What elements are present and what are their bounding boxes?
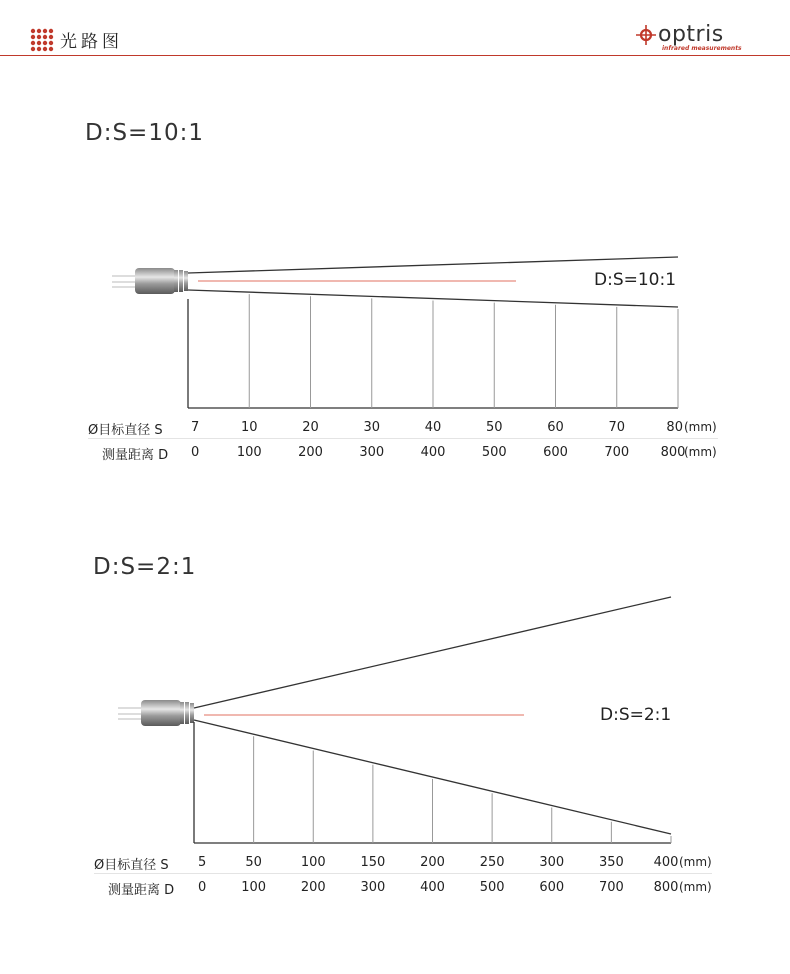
distance-value: 300 bbox=[359, 445, 385, 460]
distance-value: 700 bbox=[604, 445, 630, 460]
page-title: 光路图 bbox=[60, 32, 123, 52]
diagram-1-ratio-label: D:S=10:1 bbox=[594, 270, 677, 290]
distance-value: 0 bbox=[198, 880, 207, 895]
distance-value: 100 bbox=[241, 880, 267, 895]
diagram-2-spot-unit: (mm) bbox=[679, 855, 712, 869]
distance-value: 500 bbox=[481, 445, 507, 460]
spot-size-value: 30 bbox=[363, 420, 381, 435]
distance-value: 400 bbox=[420, 880, 445, 895]
spot-size-value: 300 bbox=[539, 855, 565, 870]
distance-value: 500 bbox=[479, 880, 505, 895]
distance-value: 600 bbox=[539, 880, 565, 895]
spot-size-value: 20 bbox=[302, 420, 319, 435]
diagram-1-title: D:S=10:1 bbox=[85, 120, 204, 146]
spot-size-value: 70 bbox=[608, 420, 626, 435]
spot-size-value: 50 bbox=[485, 420, 503, 435]
spot-size-value: 60 bbox=[547, 420, 564, 435]
spot-size-value: 50 bbox=[245, 855, 262, 870]
row-divider bbox=[94, 873, 712, 874]
spot-size-value: 10 bbox=[240, 420, 258, 435]
distance-value: 600 bbox=[543, 445, 568, 460]
distance-value: 200 bbox=[300, 880, 326, 895]
distance-value: 800 bbox=[653, 880, 679, 895]
diagram-2-title: D:S=2:1 bbox=[93, 554, 197, 580]
spot-size-value: 250 bbox=[479, 855, 505, 870]
spot-size-value: 200 bbox=[420, 855, 445, 870]
brand-tagline: infrared measurements bbox=[662, 45, 742, 52]
row-divider bbox=[88, 438, 718, 439]
spot-size-value: 350 bbox=[598, 855, 624, 870]
diagram-1-distance-label: 测量距离 D bbox=[102, 448, 169, 463]
spot-size-value: 80 bbox=[666, 420, 683, 435]
distance-value: 0 bbox=[191, 445, 200, 460]
sensor-icon bbox=[112, 268, 188, 294]
diagram-2-ratio-label: D:S=2:1 bbox=[600, 705, 672, 725]
spot-size-value: 150 bbox=[360, 855, 386, 870]
spot-size-value: 7 bbox=[191, 420, 200, 435]
spot-size-value: 400 bbox=[653, 855, 679, 870]
spot-size-value: 40 bbox=[424, 420, 442, 435]
diagram-1-spot-label: Ø目标直径 S bbox=[88, 423, 163, 438]
brand-name: optris bbox=[658, 22, 724, 47]
distance-value: 200 bbox=[298, 445, 323, 460]
distance-value: 300 bbox=[360, 880, 386, 895]
spot-size-value: 5 bbox=[198, 855, 207, 870]
diagram-2-spot-label: Ø目标直径 S bbox=[94, 858, 169, 873]
distance-value: 100 bbox=[236, 445, 262, 460]
spot-size-value: 100 bbox=[300, 855, 326, 870]
diagram-2-distance-label: 测量距离 D bbox=[108, 883, 175, 898]
distance-value: 700 bbox=[598, 880, 624, 895]
beam-upper-edge bbox=[194, 597, 671, 708]
distance-value: 400 bbox=[420, 445, 446, 460]
diagram-2-distance-unit: (mm) bbox=[679, 880, 712, 894]
distance-value: 800 bbox=[660, 445, 686, 460]
sensor-icon bbox=[118, 700, 194, 726]
diagram-1-spot-unit: (mm) bbox=[684, 420, 717, 434]
diagram-1-distance-unit: (mm) bbox=[684, 445, 717, 459]
